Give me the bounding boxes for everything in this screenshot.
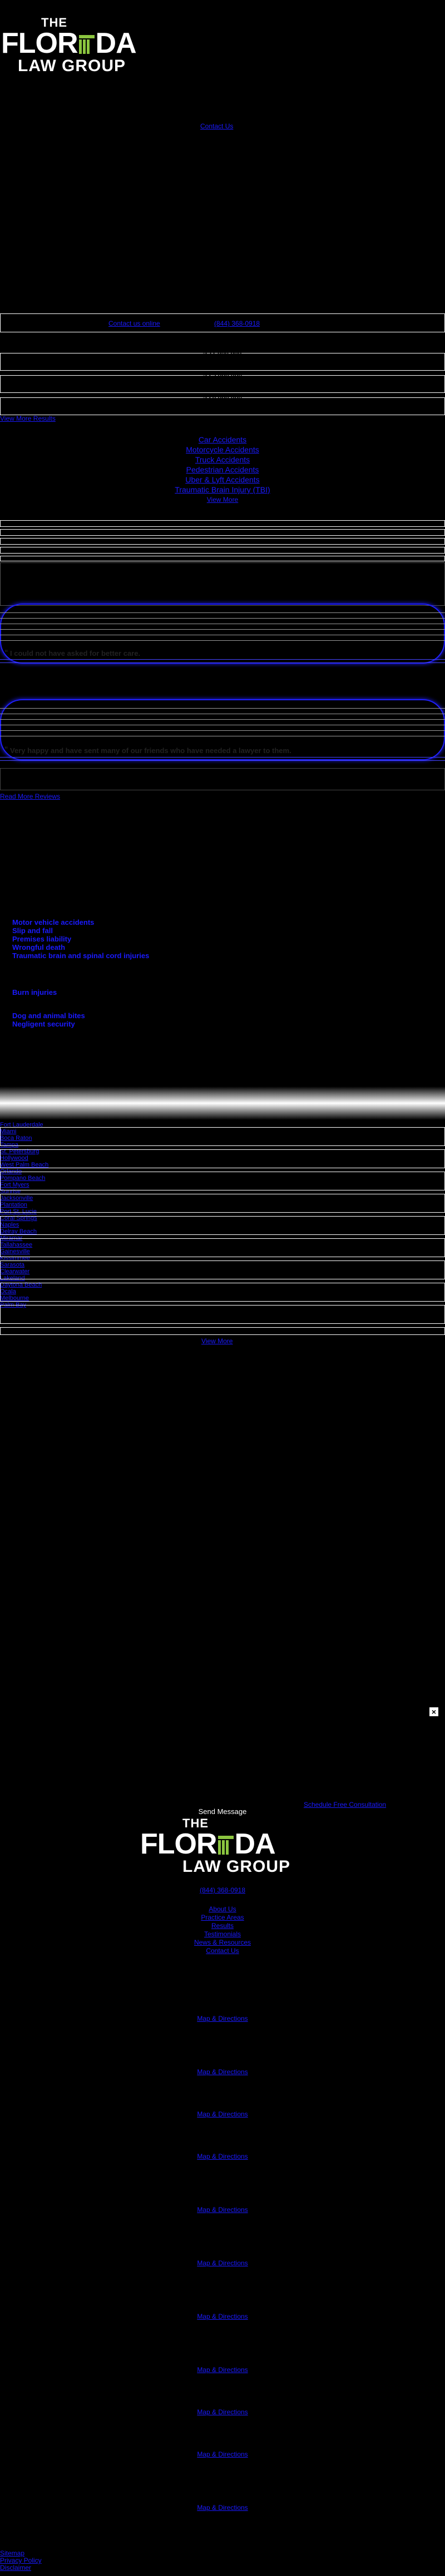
location-link[interactable]: Melbourne bbox=[0, 1295, 29, 1302]
locations-view-more[interactable]: View More bbox=[201, 1337, 233, 1345]
location-row-box bbox=[0, 1149, 445, 1168]
location-row-box bbox=[0, 1127, 445, 1146]
stat-value: $ 25,000,000 bbox=[203, 371, 243, 378]
case-type-item: Burn injuries bbox=[12, 988, 57, 996]
location-link[interactable]: Plantation bbox=[0, 1202, 27, 1208]
location-link[interactable]: West Palm Beach bbox=[0, 1162, 49, 1168]
case-type-item: Dog and animal bites bbox=[12, 1012, 85, 1020]
section-divider bbox=[0, 1087, 445, 1120]
case-type-item: Premises liability bbox=[12, 935, 72, 943]
case-type-item: Negligent security bbox=[12, 1020, 75, 1028]
map-directions-link[interactable]: Map & Directions bbox=[197, 2068, 248, 2076]
practice-card[interactable] bbox=[0, 520, 445, 527]
case-type-item: Motor vehicle accidents bbox=[12, 918, 95, 926]
practice-card[interactable] bbox=[0, 547, 445, 554]
case-type-item: Wrongful death bbox=[12, 943, 66, 951]
footer-logo[interactable]: THE FLOR DA LAW GROUP bbox=[140, 1816, 290, 1876]
stat-value: $ 20,000,000 bbox=[203, 393, 243, 401]
location-link[interactable]: Kissimmee bbox=[0, 1255, 30, 1262]
footer-nav-link[interactable]: Practice Areas bbox=[201, 1914, 244, 1921]
testimonial-quote: I could not have asked for better care. bbox=[10, 649, 141, 657]
case-type-item: Traumatic brain and spinal cord injuries bbox=[12, 951, 150, 960]
location-link[interactable]: Miramar bbox=[0, 1235, 23, 1242]
bottom-link[interactable]: Sitemap bbox=[0, 2549, 25, 2557]
map-directions-link[interactable]: Map & Directions bbox=[197, 2015, 248, 2022]
footer-nav-link[interactable]: Testimonials bbox=[204, 1930, 241, 1938]
location-row-box bbox=[0, 1327, 445, 1335]
bottom-link[interactable]: Disclaimer bbox=[0, 2564, 32, 2572]
more-results-link[interactable]: View More Results bbox=[0, 415, 56, 422]
location-link[interactable]: Pompano Beach bbox=[0, 1175, 46, 1182]
practice-card[interactable] bbox=[0, 529, 445, 536]
footer-nav-link[interactable]: Contact Us bbox=[206, 1947, 239, 1955]
location-link[interactable]: Fort Myers bbox=[0, 1182, 29, 1188]
location-link[interactable]: Miami bbox=[0, 1128, 17, 1135]
location-link[interactable]: Coral Springs bbox=[0, 1215, 37, 1222]
pillar-icon bbox=[79, 35, 95, 57]
location-row-box bbox=[0, 1305, 445, 1324]
hero-phone-link[interactable]: (844) 368-0918 bbox=[214, 320, 260, 327]
location-link[interactable]: Ocala bbox=[0, 1288, 16, 1295]
read-more-reviews-link[interactable]: Read More Reviews bbox=[0, 793, 61, 800]
location-row-box bbox=[0, 1194, 445, 1213]
location-link[interactable]: Tallahassee bbox=[0, 1242, 33, 1248]
location-link[interactable]: Orlando bbox=[0, 1168, 22, 1175]
location-link[interactable]: Jacksonville bbox=[0, 1195, 33, 1202]
quote-icon: “ bbox=[4, 745, 8, 753]
schedule-consultation-link[interactable]: Schedule Free Consultation bbox=[304, 1801, 387, 1808]
bottom-link[interactable]: Privacy Policy bbox=[0, 2557, 42, 2564]
map-directions-link[interactable]: Map & Directions bbox=[197, 2110, 248, 2118]
location-link[interactable]: Tampa bbox=[0, 1142, 19, 1148]
location-link[interactable]: Daytona Beach bbox=[0, 1282, 42, 1288]
case-type-list bbox=[12, 1012, 85, 1028]
close-icon[interactable]: × bbox=[429, 1707, 438, 1716]
practice-item[interactable]: Pedestrian Accidents bbox=[186, 465, 259, 474]
case-type-item: Slip and fall bbox=[12, 926, 53, 935]
footer-nav-link[interactable]: News & Resources bbox=[194, 1939, 251, 1946]
quote-icon: “ bbox=[4, 648, 8, 656]
location-link[interactable]: Palm Bay bbox=[0, 1302, 27, 1308]
practice-item[interactable]: Traumatic Brain Injury (TBI) bbox=[175, 485, 270, 494]
map-directions-link[interactable]: Map & Directions bbox=[197, 2259, 248, 2267]
footer-nav bbox=[0, 1905, 445, 1955]
practice-card[interactable] bbox=[0, 538, 445, 545]
location-row-box bbox=[0, 1238, 445, 1257]
stat-value: $ 11,000,000 bbox=[203, 348, 242, 356]
map-directions-link[interactable]: Map & Directions bbox=[197, 2153, 248, 2160]
map-directions-link[interactable]: Map & Directions bbox=[197, 2313, 248, 2320]
case-type-list bbox=[12, 918, 149, 960]
location-link[interactable]: Gainesville bbox=[0, 1248, 30, 1255]
practice-item[interactable]: Motorcycle Accidents bbox=[186, 445, 259, 454]
practice-item[interactable]: Uber & Lyft Accidents bbox=[185, 475, 260, 484]
location-row-box bbox=[0, 1172, 445, 1190]
location-row-box bbox=[0, 1216, 445, 1235]
map-directions-link[interactable]: Map & Directions bbox=[197, 2408, 248, 2416]
bottom-links bbox=[0, 2550, 42, 2572]
location-link[interactable]: St. Petersburg bbox=[0, 1148, 39, 1155]
practice-card[interactable] bbox=[0, 562, 445, 606]
location-link[interactable]: Sunrise bbox=[0, 1188, 21, 1195]
map-directions-link[interactable]: Map & Directions bbox=[197, 2206, 248, 2214]
location-link[interactable]: Delray Beach bbox=[0, 1228, 37, 1235]
footer-nav-link[interactable]: Results bbox=[211, 1922, 234, 1930]
practice-view-more[interactable]: View More bbox=[206, 496, 239, 504]
footer-phone-link[interactable]: (844) 368-0918 bbox=[199, 1886, 246, 1894]
map-directions-link[interactable]: Map & Directions bbox=[197, 2504, 248, 2512]
location-link[interactable]: Fort Lauderdale bbox=[0, 1122, 43, 1128]
map-directions-link[interactable]: Map & Directions bbox=[197, 2450, 248, 2458]
practice-area-list bbox=[0, 435, 445, 505]
map-directions-link[interactable]: Map & Directions bbox=[197, 2366, 248, 2374]
location-link[interactable]: Sarasota bbox=[0, 1262, 25, 1268]
location-row-box bbox=[0, 1260, 445, 1279]
location-link[interactable]: Boca Raton bbox=[0, 1135, 32, 1142]
location-link[interactable]: Naples bbox=[0, 1222, 19, 1228]
footer-nav-link[interactable]: About Us bbox=[209, 1905, 236, 1913]
location-link[interactable]: Hollywood bbox=[0, 1155, 28, 1162]
pillar-icon bbox=[218, 1836, 234, 1858]
practice-item[interactable]: Car Accidents bbox=[198, 435, 247, 444]
location-link[interactable]: Clearwater bbox=[0, 1268, 30, 1275]
testimonial-container bbox=[0, 768, 445, 790]
send-message-button[interactable]: Send Message bbox=[198, 1807, 247, 1816]
location-link[interactable]: Lakeland bbox=[0, 1275, 25, 1282]
practice-item[interactable]: Truck Accidents bbox=[195, 455, 250, 464]
contact-us-link[interactable]: Contact Us bbox=[200, 122, 234, 130]
contact-online-link[interactable]: Contact us online bbox=[108, 320, 160, 327]
header-logo[interactable]: THE FLOR DA LAW GROUP bbox=[1, 16, 136, 75]
testimonial-quote: Very happy and have sent many of our friends who have needed a lawyer to them. bbox=[10, 746, 291, 755]
practice-card[interactable] bbox=[0, 556, 445, 561]
location-row-box bbox=[0, 1283, 445, 1302]
location-link[interactable]: Port St. Lucie bbox=[0, 1208, 37, 1215]
